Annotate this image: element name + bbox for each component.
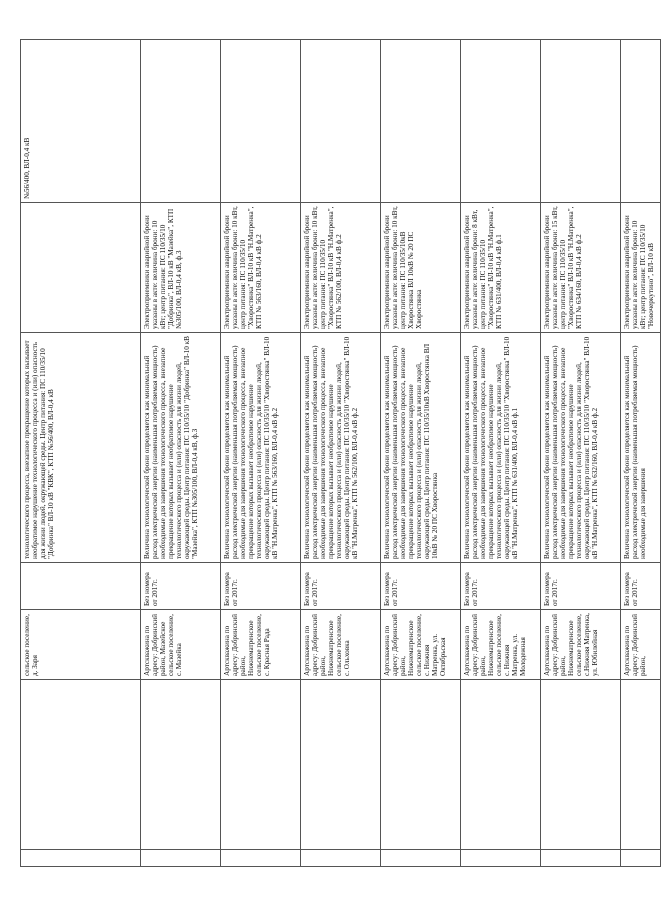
table-row — [461, 40, 541, 867]
object-cell: Артскважина по адресу: Добринский район, Нижнематренское сельское поселение, с.Нижняя Матренка, ул. Юбилейная — [541, 610, 621, 680]
number-cell — [141, 850, 221, 867]
number-cell — [21, 850, 141, 867]
number-cell — [621, 850, 661, 867]
act-number-cell: Без номера от 2017г. — [541, 563, 621, 610]
empty-cell — [141, 680, 221, 850]
rotated-page — [20, 40, 656, 867]
tech-reserve-cell: Величина технологической брони определяется как минимальный расход электрической энергии (наименьшая потребляемая мощность) необходимые для завершения технологического процесса, внезапное прекращение которых вызывает необратимое нарушение технологического процесса и (или) опасность для жизни людей, окружающей среды. Центр питания: ПС 110/35/10 "Хворостянка" ВЛ-10 кВ "Н.Матренка", КТП № 632/160, ВЛ-0,4 кВ ф.2 — [541, 333, 621, 563]
number-cell — [301, 850, 381, 867]
emergency-reserve-cell: Электроприемники аварийной брони указаны в акте: величина брони: 10 кВт; центр питания: ПС 110/35/10 "Новочеркутино", ВЛ-10 кВ — [621, 203, 661, 333]
table-row — [541, 40, 621, 867]
data-table — [20, 39, 661, 867]
emergency-reserve-cell: Электроприемники аварийной брони указаны в акте: величина брони: 15 кВт, центр питания: ПС 110/35/10 "Хворостянка" ВЛ-10 кВ "Н.Матренка", КТП № 634/160, ВЛ-0,4 кВ ф.2 — [541, 203, 621, 333]
tech-reserve-cell: Величина технологической брони определяется как минимальный расход электрической энергии (наименьшая потребляемая мощность) необходимые для завершения технологического процесса, внезапное прекращение которых вызывает необратимое нарушение технологического процесса и (или) опасность для жизни людей, окружающей среды. Центр питания: ПС 110/35/10 "Хворостянка" ВЛ-10 кВ "Н.Матренка", КТП № 631/400, ВЛ-0,4 кВ ф.1 — [461, 333, 541, 563]
table-row — [381, 40, 461, 867]
emergency-reserve-cell: Электроприемники аварийной брони указаны в акте: величина брони: 8 кВт, центр питания: ПС 110/35/10 "Хворостянка" ВЛ-10 кВ "Н.Матренка", КТП № 631/400, ВЛ-0,4 кВ ф.1 — [461, 203, 541, 333]
notes-cell — [461, 40, 541, 203]
table-row — [301, 40, 381, 867]
object-cell: Артскважина по адресу: Добринский район, Нижнематренское сельское поселение, с. Красная Рада — [221, 610, 301, 680]
object-cell: Артскважина по адресу: Добринский район, Нижнематренское сельское поселение, с. Нижняя Матренка, ул. Октябрьская — [381, 610, 461, 680]
empty-cell — [541, 680, 621, 850]
tech-reserve-cell: Величина технологической брони определяется как минимальный расход электрической энергии (наименьшая потребляемая мощность) необходимые для завершения технологического процесса, внезапное прекращение которых вызывает необратимое нарушение технологического процесса и (или) опасность для жизни людей, окружающей среды. Центр питания: ПС 110/35/10кВ Хворостянка ВЛ 10кВ № 20 ПС Хворостянка — [381, 333, 461, 563]
tech-reserve-cell: Величина технологической брони определяется как минимальный расход электрической энергии (наименьшая потребляемая мощность) необходимые для завершения технологического процесса, внезапное прекращение которых вызывает необратимое нарушение технологического процесса и (или) опасность для жизни людей, окружающей среды. Центр питания: ПС 110/35/10 "Добринка" ВЛ-10 кВ "Мазейка", КТП №305/100, ВЛ-0,4 кВ, ф.3 — [141, 333, 221, 563]
object-cell: сельское поселение, д. Заря — [21, 610, 141, 680]
emergency-reserve-cell: Электроприемники аварийной брони указаны в акте: величина брони: 10 кВт; центр питания: ПС 110/35/10 "Добринка", ВЛ-10 кВ "Мазейка", КТП №305/100, ВЛ-0,4 кВ, ф.3 — [141, 203, 221, 333]
number-cell — [221, 850, 301, 867]
number-cell — [381, 850, 461, 867]
tech-reserve-cell: технологического процесса, внезапное прекращение которых вызывает необратимое нарушение технологического процесса и (или) опасность для жизни людей, окружающей среды. Центр питания: ПС 110/35/10 "Добринка" ВЛ-10 кВ "КВК", КТП №56/400, ВЛ-0,4 кВ — [21, 333, 141, 563]
notes-cell — [221, 40, 301, 203]
empty-cell — [621, 680, 661, 850]
act-number-cell: Без номера от 2017г. — [461, 563, 541, 610]
number-cell — [541, 850, 621, 867]
table-row — [141, 40, 221, 867]
object-cell: Артскважина по адресу: Добринский район, Нижнематренское сельское поселение, с. Нижняя Матренка, ул. Молодежная — [461, 610, 541, 680]
table-row — [221, 40, 301, 867]
act-number-cell: Без номера от 2017г. — [621, 563, 661, 610]
table-row — [621, 40, 661, 867]
emergency-reserve-cell: Электроприемники аварийной брони указаны в акте: величина брони: 10 кВт, центр питания: ПС 110/35/10 "Хворостянка" ВЛ-10 кВ "Н.Матренка", КТП № 563/160, ВЛ-0,4 кВ ф.2 — [221, 203, 301, 333]
emergency-reserve-cell: Электроприемники аварийной брони указаны в акте: величина брони: 10 кВт, центр питания: ПС 110/35/10кВ Хворостянка ВЛ 10кВ № 20 ПС Хворостянка — [381, 203, 461, 333]
act-number-cell: Без номера от 2017г. — [381, 563, 461, 610]
object-cell: Артскважина по адресу: Добринский район, Нижнематренское сельское поселение, с. Ольховка — [301, 610, 381, 680]
object-cell: Артскважина по адресу: Добринский район, Мазейское сельское поселение, с. Мазейка — [141, 610, 221, 680]
empty-cell — [221, 680, 301, 850]
table-row — [21, 40, 141, 867]
empty-cell — [21, 680, 141, 850]
tech-reserve-cell: Величина технологической брони определяется как минимальный расход электрической энергии (наименьшая потребляемая мощность) необходимые для завершения технологического процесса, внезапное прекращение которых вызывает необратимое нарушение технологического процесса и (или) опасность для жизни людей, окружающей среды. Центр питания: ПС 110/35/10 "Хворостянка" ВЛ-10 кВ "Н.Матренка", КТП № 562/100, ВЛ-0,4 кВ ф.2 — [301, 333, 381, 563]
empty-cell — [301, 680, 381, 850]
emergency-reserve-cell — [21, 203, 141, 333]
act-number-cell — [21, 563, 141, 610]
notes-cell — [141, 40, 221, 203]
emergency-reserve-cell: Электроприемники аварийной брони указаны в акте: величина брони: 10 кВт, центр питания: ПС 110/35/10 "Хворостянка" ВЛ-10 кВ "Н.Матренка", КТП № 562/100, ВЛ-0,4 кВ ф.2 — [301, 203, 381, 333]
number-cell — [461, 850, 541, 867]
notes-cell — [301, 40, 381, 203]
act-number-cell: Без номера от 2017г. — [221, 563, 301, 610]
notes-cell: №56/400, ВЛ-0,4 кВ — [21, 40, 141, 203]
object-cell: Артскважина по адресу: Добринский район, — [621, 610, 661, 680]
tech-reserve-cell: Величина технологической брони определяется как минимальный расход электрической энергии (наименьшая потребляемая мощность) необходимые для завершения технологического процесса, внезапное прекращение которых вызывает необратимое нарушение технологического процесса и (или) опасность для жизни людей, окружающей среды. Центр питания: ПС 110/35/10 "Хворостянка" ВЛ-10 кВ "Н.Матренка", КТП № 563/160, ВЛ-0,4 кВ ф.2 — [221, 333, 301, 563]
act-number-cell: Без номера от 2017г. — [141, 563, 221, 610]
notes-cell — [381, 40, 461, 203]
empty-cell — [461, 680, 541, 850]
empty-cell — [381, 680, 461, 850]
notes-cell — [541, 40, 621, 203]
notes-cell — [621, 40, 661, 203]
tech-reserve-cell: Величина технологической брони определяется как минимальный расход электрической энергии (наименьшая потребляемая мощность) необходимые для завершения — [621, 333, 661, 563]
act-number-cell: Без номера от 2017г. — [301, 563, 381, 610]
